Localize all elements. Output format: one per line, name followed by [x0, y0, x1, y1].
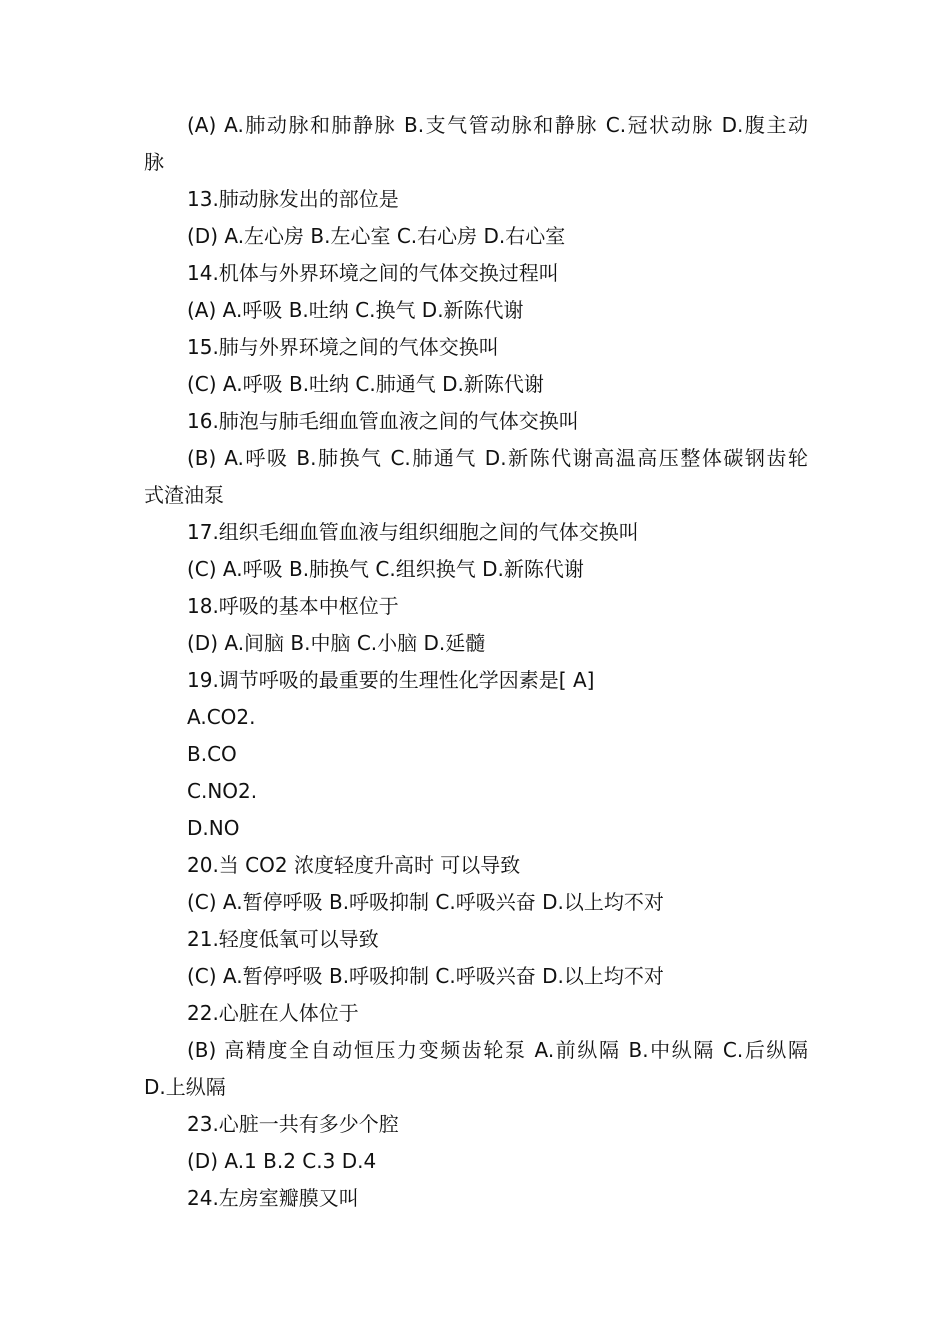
question-21-text: 21.轻度低氧可以导致 — [187, 927, 379, 951]
question-19-option-d: D.NO — [187, 816, 240, 840]
question-17-text: 17.组织毛细血管血液与组织细胞之间的气体交换叫 — [187, 520, 639, 544]
question-19-text: 19.调节呼吸的最重要的生理性化学因素是[ A] — [187, 668, 595, 692]
question-17-answer-options: (C) A.呼吸 B.肺换气 C.组织换气 D.新陈代谢 — [187, 557, 584, 581]
question-16-answer-options: (B) A.呼吸 B.肺换气 C.肺通气 D.新陈代谢高温高压整体碳钢齿轮 — [187, 446, 808, 470]
document-body — [144, 107, 808, 1217]
question-23-text: 23.心脏一共有多少个腔 — [187, 1112, 399, 1136]
question-14-answer-options: (A) A.呼吸 B.吐纳 C.换气 D.新陈代谢 — [187, 298, 524, 322]
question-22-answer-options-continued: D.上纵隔 — [144, 1075, 226, 1099]
question-22-text: 22.心脏在人体位于 — [187, 1001, 359, 1025]
question-15-text: 15.肺与外界环境之间的气体交换叫 — [187, 335, 499, 359]
question-12-answer-options: (A) A.肺动脉和肺静脉 B.支气管动脉和静脉 C.冠状动脉 D.腹主动 — [187, 113, 808, 137]
question-14-text: 14.机体与外界环境之间的气体交换过程叫 — [187, 261, 559, 285]
question-13-answer-options: (D) A.左心房 B.左心室 C.右心房 D.右心室 — [187, 224, 566, 248]
question-19-option-b: B.CO — [187, 742, 237, 766]
question-12-answer-options-continued: 脉 — [144, 150, 164, 174]
question-19-option-c: C.NO2. — [187, 779, 258, 803]
question-20-text: 20.当 CO2 浓度轻度升高时 可以导致 — [187, 853, 521, 877]
question-16-text: 16.肺泡与肺毛细血管血液之间的气体交换叫 — [187, 409, 579, 433]
question-20-answer-options: (C) A.暂停呼吸 B.呼吸抑制 C.呼吸兴奋 D.以上均不对 — [187, 890, 664, 914]
question-13-text: 13.肺动脉发出的部位是 — [187, 187, 399, 211]
question-18-answer-options: (D) A.间脑 B.中脑 C.小脑 D.延髓 — [187, 631, 486, 655]
question-24-text: 24.左房室瓣膜又叫 — [187, 1186, 359, 1210]
question-22-answer-options: (B) 高精度全自动恒压力变频齿轮泵 A.前纵隔 B.中纵隔 C.后纵隔 — [187, 1038, 808, 1062]
question-16-answer-options-continued: 式渣油泵 — [144, 483, 224, 507]
question-23-answer-options: (D) A.1 B.2 C.3 D.4 — [187, 1149, 377, 1173]
question-19-option-a: A.CO2. — [187, 705, 256, 729]
question-15-answer-options: (C) A.呼吸 B.吐纳 C.肺通气 D.新陈代谢 — [187, 372, 544, 396]
question-18-text: 18.呼吸的基本中枢位于 — [187, 594, 399, 618]
question-21-answer-options: (C) A.暂停呼吸 B.呼吸抑制 C.呼吸兴奋 D.以上均不对 — [187, 964, 664, 988]
